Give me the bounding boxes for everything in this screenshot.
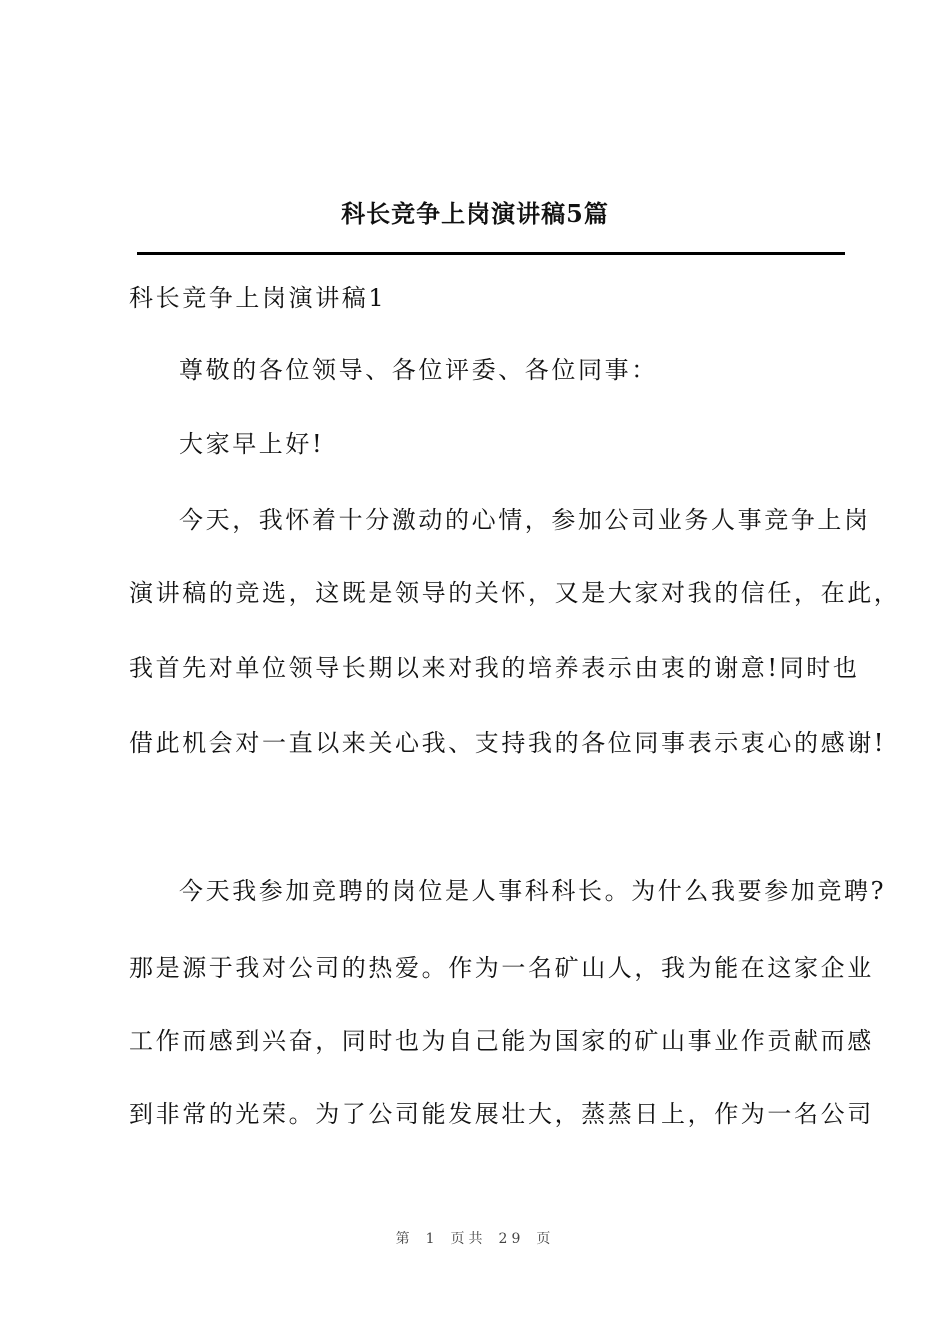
paragraph-line: 我首先对单位领导长期以来对我的培养表示由衷的谢意!同时也 (129, 654, 860, 682)
section-heading: 科长竞争上岗演讲稿1 (129, 284, 387, 312)
paragraph-line: 借此机会对一直以来关心我、支持我的各位同事表示衷心的感谢! (129, 729, 887, 757)
page-footer (0, 1228, 950, 1248)
paragraph-line: 到非常的光荣。为了公司能发展壮大，蒸蒸日上，作为一名公司 (129, 1100, 874, 1128)
paragraph-line: 今天，我怀着十分激动的心情，参加公司业务人事竞争上岗 (179, 506, 871, 534)
document-title: 科长竞争上岗演讲稿5篇 (341, 199, 609, 228)
footer-suffix: 页 (536, 1231, 555, 1247)
footer-middle: 页共 (450, 1231, 487, 1247)
footer-page-number: 1 (425, 1231, 439, 1247)
salutation-line: 尊敬的各位领导、各位评委、各位同事： (179, 356, 658, 384)
title-divider (137, 252, 845, 255)
paragraph-line: 今天我参加竞聘的岗位是人事科科长。为什么我要参加竞聘? (179, 877, 887, 905)
footer-prefix: 第 (395, 1231, 414, 1247)
paragraph-line: 工作而感到兴奋，同时也为自己能为国家的矿山事业作贡献而感 (129, 1027, 874, 1055)
footer-total-pages: 29 (498, 1231, 525, 1247)
paragraph-line: 那是源于我对公司的热爱。作为一名矿山人，我为能在这家企业 (129, 954, 874, 982)
greeting-line: 大家早上好! (179, 430, 325, 458)
paragraph-line: 演讲稿的竞选，这既是领导的关怀，又是大家对我的信任，在此， (129, 579, 901, 607)
